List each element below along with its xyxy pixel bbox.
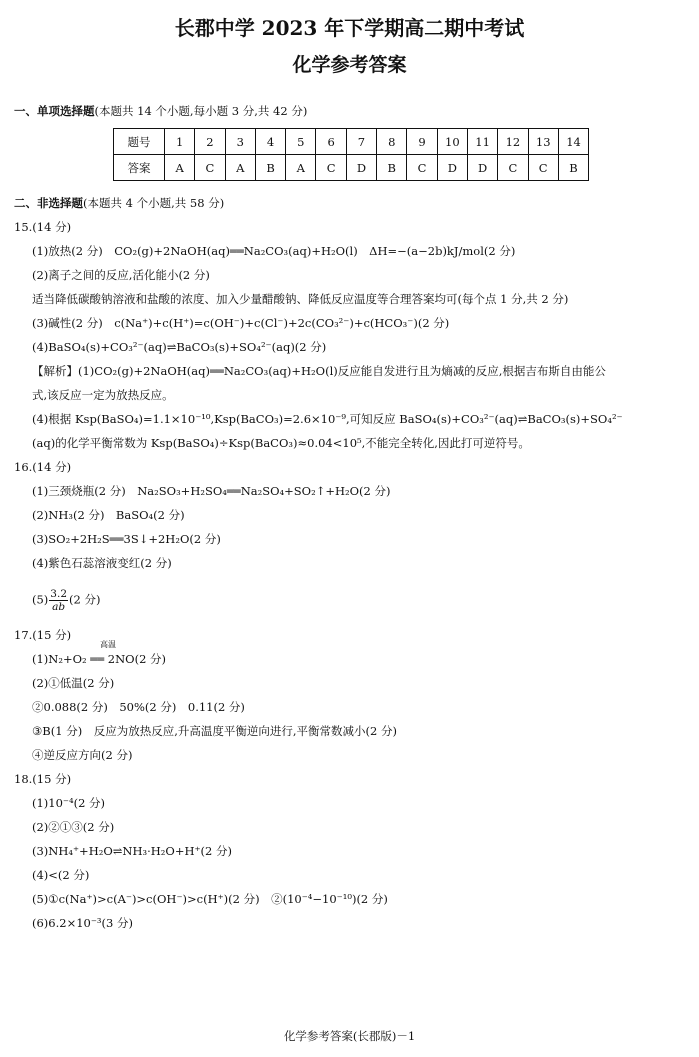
answer-line: (3)碱性(2 分) c(Na⁺)+c(H⁺)=c(OH⁻)+c(Cl⁻)+2c(CO₃²⁻)+c(HCO₃⁻)(2 分) — [32, 316, 450, 330]
answer-line: (3)NH₄⁺+H₂O⇌NH₃·H₂O+H⁺(2 分) — [32, 844, 233, 858]
table-cell-answer: C — [195, 155, 225, 181]
table-cell-answer: A — [165, 155, 195, 181]
page-title: 长郡中学 2023 年下学期高二期中考试 — [174, 16, 525, 40]
reaction-condition: 高温 — [100, 640, 116, 649]
table-cell-number: 12 — [498, 129, 528, 155]
page-footer: 化学参考答案(长郡版)－1 — [283, 1029, 416, 1043]
table-cell-answer: C — [316, 155, 346, 181]
section-1-header — [14, 104, 307, 118]
answer-line: (2)②①③(2 分) — [32, 820, 115, 834]
table-cell-answer: C — [528, 155, 558, 181]
table-cell-number: 13 — [528, 129, 558, 155]
table-cell-answer: A — [286, 155, 316, 181]
answer-table — [113, 128, 589, 181]
table-cell-number: 3 — [225, 129, 255, 155]
answer-line: (1)放热(2 分) CO₂(g)+2NaOH(aq)══Na₂CO₃(aq)+H₂O(l) ΔH=−(a−2b)kJ/mol(2 分) — [32, 244, 516, 258]
section-2-note: (本题共 4 个小题,共 58 分) — [83, 196, 225, 210]
table-cell-number: 2 — [195, 129, 225, 155]
fraction-denominator: ab — [52, 601, 66, 613]
answer-line: (4)紫色石蕊溶液变红(2 分) — [32, 556, 172, 570]
question-15-header: 15.(14 分) — [14, 220, 72, 234]
table-cell-answer: B — [558, 155, 588, 181]
table-cell-answer: B — [377, 155, 407, 181]
table-cell-number: 4 — [255, 129, 285, 155]
answer-line: (4)BaSO₄(s)+CO₃²⁻(aq)⇌BaCO₃(s)+SO₄²⁻(aq)(2 分) — [32, 340, 327, 354]
table-cell-answer: C — [407, 155, 437, 181]
answer-line: (2)离子之间的反应,活化能小(2 分) — [32, 268, 210, 282]
table-cell-number: 6 — [316, 129, 346, 155]
page-subtitle: 化学参考答案 — [292, 54, 407, 76]
answer-line: (4)<(2 分) — [32, 868, 90, 882]
answer-line-fraction — [32, 588, 100, 613]
section-1-heading: 一、单项选择题 — [14, 104, 95, 118]
answer-line: (2)NH₃(2 分) BaSO₄(2 分) — [32, 508, 185, 522]
analysis-line: 式,该反应一定为放热反应。 — [32, 388, 174, 402]
table-cell-number: 8 — [377, 129, 407, 155]
fraction-suffix: (2 分) — [69, 592, 101, 607]
answer-line: (3)SO₂+2H₂S══3S↓+2H₂O(2 分) — [32, 532, 221, 546]
fraction — [49, 588, 68, 613]
table-header-number: 题号 — [114, 129, 165, 155]
table-row-answers — [114, 155, 589, 181]
question-18-header: 18.(15 分) — [14, 772, 72, 786]
table-cell-answer: D — [346, 155, 376, 181]
table-cell-number: 9 — [407, 129, 437, 155]
answer-line: (1)三颈烧瓶(2 分) Na₂SO₃+H₂SO₄══Na₂SO₄+SO₂↑+H₂O(2 分) — [32, 484, 391, 498]
answer-line: ③B(1 分) 反应为放热反应,升高温度平衡逆向进行,平衡常数减小(2 分) — [32, 724, 397, 738]
table-cell-number: 7 — [346, 129, 376, 155]
answer-line: (2)①低温(2 分) — [32, 676, 115, 690]
answer-line: (6)6.2×10⁻³(3 分) — [32, 916, 133, 930]
question-17-header: 17.(15 分) — [14, 628, 72, 642]
answer-line: (1)10⁻⁴(2 分) — [32, 796, 106, 810]
analysis-line: 【解析】(1)CO₂(g)+2NaOH(aq)══Na₂CO₃(aq)+H₂O(l)反应能自发进行且为熵减的反应,根据吉布斯自由能公 — [32, 364, 606, 378]
table-cell-answer: B — [255, 155, 285, 181]
table-cell-number: 5 — [286, 129, 316, 155]
fraction-numerator: 3.2 — [50, 588, 67, 600]
section-2-heading: 二、非选择题 — [14, 196, 83, 210]
table-cell-answer: C — [498, 155, 528, 181]
section-1-note: (本题共 14 个小题,每小题 3 分,共 42 分) — [94, 104, 308, 118]
answer-line: (1)N₂+O₂ ══ 2NO(2 分) — [32, 652, 167, 666]
answer-line: 适当降低碳酸钠溶液和盐酸的浓度、加入少量醋酸钠、降低反应温度等合理答案均可(每个点 1 分,共 2 分) — [32, 292, 569, 306]
answer-line: (5)①c(Na⁺)>c(A⁻)>c(OH⁻)>c(H⁺)(2 分) ②(10⁻⁴−10⁻¹⁰)(2 分) — [32, 892, 388, 906]
table-cell-number: 10 — [437, 129, 467, 155]
table-cell-number: 11 — [467, 129, 497, 155]
table-cell-answer: D — [437, 155, 467, 181]
table-header-answer: 答案 — [114, 155, 165, 181]
table-cell-answer: A — [225, 155, 255, 181]
answer-line: ②0.088(2 分) 50%(2 分) 0.11(2 分) — [32, 700, 245, 714]
table-cell-number: 14 — [558, 129, 588, 155]
answer-line: ④逆反应方向(2 分) — [32, 748, 133, 762]
section-2-header — [14, 196, 224, 210]
table-cell-number: 1 — [165, 129, 195, 155]
question-16-header: 16.(14 分) — [14, 460, 72, 474]
analysis-line: (4)根据 Ksp(BaSO₄)=1.1×10⁻¹⁰,Ksp(BaCO₃)=2.6×10⁻⁹,可知反应 BaSO₄(s)+CO₃²⁻(aq)⇌BaCO₃(s)+SO₄²⁻ — [32, 412, 623, 426]
fraction-prefix: (5) — [32, 592, 49, 607]
analysis-line: (aq)的化学平衡常数为 Ksp(BaSO₄)÷Ksp(BaCO₃)≈0.04<10⁵,不能完全转化,因此打可逆符号。 — [32, 436, 530, 450]
table-row-numbers — [114, 129, 589, 155]
table-cell-answer: D — [467, 155, 497, 181]
